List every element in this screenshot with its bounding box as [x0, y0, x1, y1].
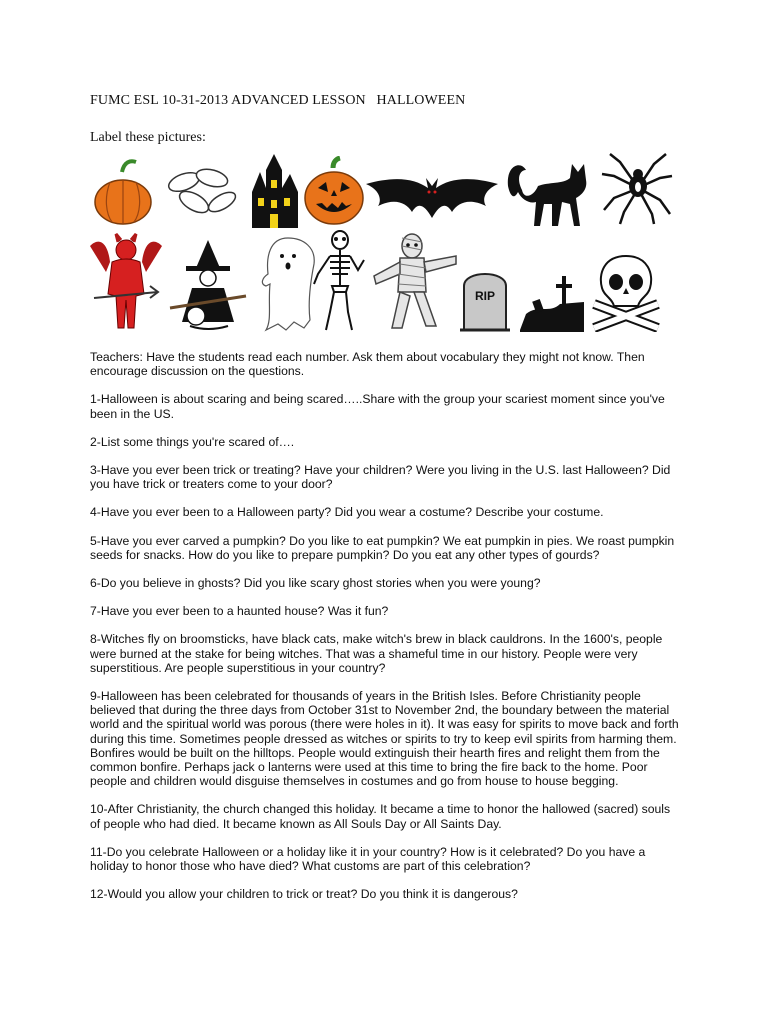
- skull-and-crossbones-icon: [588, 252, 664, 332]
- pumpkin-icon: [92, 158, 154, 226]
- question-9: 9-Halloween has been celebrated for thousands of years in the British Isles. Before Christianity people believed that during the three days from October 31st to November 2nd, the boundary between the material world and the spiritual world was porous (there were holes in it). It was easy for spirits to move back and forth during this time. Sometimes people dressed as witches or spirits to try to keep evil spirits from harming them. Bonfires would be built on the hilltops. People would extinguish their hearth fires and relight them from the common bonfire. Perhaps jack o lanterns were used at this time to bring the fire back to the home. Poor people and children would disguise themselves in costumes and go from house to house begging.: [90, 689, 679, 789]
- haunted-house-icon: [246, 152, 304, 228]
- teacher-instructions: Teachers: Have the students read each number. Ask them about vocabulary they might not know. Then encourage discussion on the questions.: [90, 350, 645, 379]
- question-10: 10-After Christianity, the church changed this holiday. It became a time to honor the hallowed (sacred) souls of people who had died. It became known as All Souls Day or All Saints Day.: [90, 802, 671, 831]
- pumpkin-seeds-icon: [164, 162, 242, 222]
- question-7: 7-Have you ever been to a haunted house? Was it fun?: [90, 604, 389, 619]
- tombstone-icon: [460, 262, 510, 332]
- skeleton-icon: [310, 230, 366, 332]
- question-5: 5-Have you ever carved a pumpkin? Do you like to eat pumpkin? We eat pumpkin in pies. We roast pumpkin seeds for snacks. How do you like to prepare pumpkin? Do you eat any other types of gourds?: [90, 533, 675, 562]
- spider-icon: [600, 152, 674, 226]
- graveyard-icon: [520, 274, 584, 332]
- question-3: 3-Have you ever been trick or treating? Have your children? Were you living in the U.S. last Halloween? Did you have trick or treaters come to your door?: [90, 463, 671, 492]
- question-6: 6-Do you believe in ghosts? Did you like scary ghost stories when you were young?: [90, 576, 541, 591]
- lesson-body: [90, 350, 680, 915]
- question-2: 2-List some things you're scared of….: [90, 434, 295, 449]
- question-4: 4-Have you ever been to a Halloween party? Did you wear a costume? Describe your costume.: [90, 505, 604, 520]
- question-8: 8-Witches fly on broomsticks, have black cats, make witch's brew in black cauldrons. In the 1600's, people were burned at the stake for being witches. That was a shameful time in our history. People were very superstitious. Are people superstitious in your country?: [90, 632, 663, 675]
- bat-icon: [364, 172, 500, 222]
- witch-icon: [168, 238, 248, 332]
- svg-text:RIP: RIP: [474, 289, 496, 303]
- devil-icon: [88, 232, 164, 332]
- jack-o-lantern-icon: [302, 156, 366, 226]
- question-1: 1-Halloween is about scaring and being scared…..Share with the group your scariest moment since you've been in the US.: [90, 392, 665, 421]
- question-11: 11-Do you celebrate Halloween or a holiday like it in your country? How is it celebrated? Do you have a holiday to honor those who have died? What customs are part of this celebration?: [90, 844, 646, 874]
- question-12: 12-Would you allow your children to trick or treat? Do you think it is dangerous?: [90, 887, 518, 902]
- black-cat-icon: [504, 156, 596, 228]
- picture-grid: [88, 150, 678, 335]
- mummy-icon: [370, 232, 460, 332]
- instructions-label: Label these pictures:: [90, 130, 206, 145]
- page-title: FUMC ESL 10-31-2013 ADVANCED LESSON HALLOWEEN: [90, 93, 466, 108]
